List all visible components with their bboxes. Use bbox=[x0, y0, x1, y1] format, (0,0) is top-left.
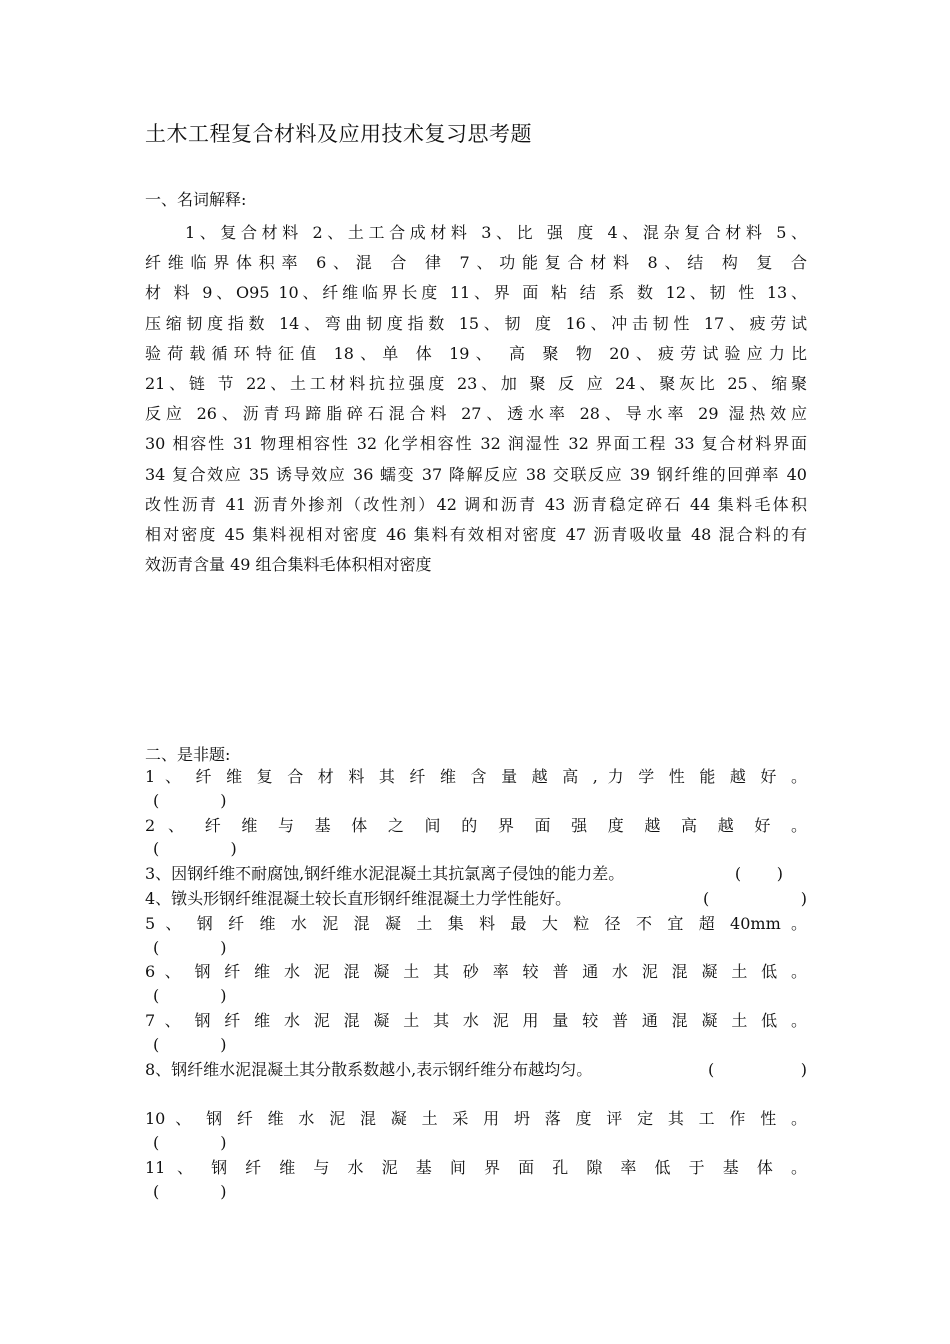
document-title: 土木工程复合材料及应用技术复习思考题 bbox=[145, 122, 532, 146]
answer-blank[interactable]: ( ) bbox=[153, 790, 227, 810]
question-item bbox=[145, 960, 807, 1009]
answer-blank[interactable]: ( ) bbox=[708, 1059, 807, 1079]
answer-blank[interactable]: ( ) bbox=[153, 1181, 227, 1201]
question-text: 2 、 纤 维 与 基 体 之 间 的 界 面 强 度 越 高 越 好 。 bbox=[145, 815, 807, 835]
question-item bbox=[145, 912, 807, 961]
term-list bbox=[145, 218, 807, 580]
section-heading-terms: 一、名词解释: bbox=[145, 190, 247, 209]
answer-blank[interactable]: ( ) bbox=[153, 937, 227, 957]
term-line: 21、链 节 22、土工材料抗拉强度 23、加 聚 反 应 24、聚灰比 25、缩聚 bbox=[145, 373, 807, 393]
answer-blank[interactable]: ( ) bbox=[153, 986, 227, 1006]
question-text: 5 、 钢 纤 维 水 泥 混 凝 土 集 料 最 大 粒 径 不 宜 超 40mm 。 bbox=[145, 913, 807, 933]
question-item bbox=[145, 887, 807, 912]
term-line: 30 相容性 31 物理相容性 32 化学相容性 32 润湿性 32 界面工程 33 复合材料界面 bbox=[145, 434, 807, 454]
term-line: 1、复合材料 2、土工合成材料 3、比 强 度 4、混杂复合材料 5、 bbox=[185, 223, 807, 242]
term-line: 纤维临界体积率 6、混 合 律 7、功能复合材料 8、结 构 复 合 bbox=[145, 253, 807, 273]
question-text: 11 、 钢 纤 维 与 水 泥 基 间 界 面 孔 隙 率 低 于 基 体 。 bbox=[145, 1157, 807, 1177]
answer-blank[interactable]: ( ) bbox=[153, 1132, 227, 1152]
question-item bbox=[145, 765, 807, 814]
question-text: 8、钢纤维水泥混凝土其分散系数越小,表示钢纤维分布越均匀。 bbox=[145, 1059, 593, 1079]
section-heading-true-false: 二、是非题: bbox=[145, 745, 231, 764]
term-line: 34 复合效应 35 诱导效应 36 蠕变 37 降解反应 38 交联反应 39 钢纤维的回弹率 40 bbox=[145, 464, 807, 484]
answer-blank[interactable]: ( ) bbox=[153, 839, 237, 859]
question-item bbox=[145, 814, 807, 863]
question-text: 3、因钢纤维不耐腐蚀,钢纤维水泥混凝土其抗氯离子侵蚀的能力差。 bbox=[145, 864, 625, 884]
term-line: 验荷载循环特征值 18、单 体 19、 高 聚 物 20、疲劳试验应力比 bbox=[145, 343, 807, 363]
question-text: 6 、 钢 纤 维 水 泥 混 凝 土 其 砂 率 较 普 通 水 泥 混 凝 土 低 。 bbox=[145, 962, 807, 982]
question-item bbox=[145, 1156, 807, 1205]
question-item bbox=[145, 1058, 807, 1083]
answer-blank[interactable]: ( ) bbox=[734, 864, 783, 884]
term-line: 相对密度 45 集料视相对密度 46 集料有效相对密度 47 沥青吸收量 48 混合料的有 bbox=[145, 524, 807, 544]
question-text: 1 、 纤 维 复 合 材 料 其 纤 维 含 量 越 高 , 力 学 性 能 越 好 。 bbox=[145, 767, 807, 786]
question-item bbox=[145, 1082, 807, 1107]
question-item bbox=[145, 1107, 807, 1156]
question-item bbox=[145, 1009, 807, 1058]
term-line: 反应 26、沥青玛蹄脂碎石混合料 27、透水率 28、导水率 29 湿热效应 bbox=[145, 404, 807, 424]
question-text: 7 、 钢 纤 维 水 泥 混 凝 土 其 水 泥 用 量 较 普 通 混 凝 土 低 。 bbox=[145, 1010, 807, 1030]
term-line: 效沥青含量 49 组合集料毛体积相对密度 bbox=[145, 555, 432, 575]
question-item bbox=[145, 862, 807, 887]
question-text: 10 、 钢 纤 维 水 泥 混 凝 土 采 用 坍 落 度 评 定 其 工 作 性 。 bbox=[145, 1109, 807, 1129]
term-line: 材 料 9、O95 10、纤维临界长度 11、界 面 粘 结 系 数 12、韧 性 13、 bbox=[145, 283, 807, 303]
answer-blank[interactable]: ( ) bbox=[153, 1034, 227, 1054]
term-line: 压缩韧度指数 14、弯曲韧度指数 15、韧 度 16、冲击韧性 17、疲劳试 bbox=[145, 313, 807, 333]
question-text: 4、镦头形钢纤维混凝土较长直形钢纤维混凝土力学性能好。 bbox=[145, 888, 572, 908]
true-false-list bbox=[145, 765, 807, 1204]
term-line: 改性沥青 41 沥青外掺剂（改性剂）42 调和沥青 43 沥青稳定碎石 44 集料毛体积 bbox=[145, 494, 807, 514]
answer-blank[interactable]: ( ) bbox=[702, 888, 807, 908]
